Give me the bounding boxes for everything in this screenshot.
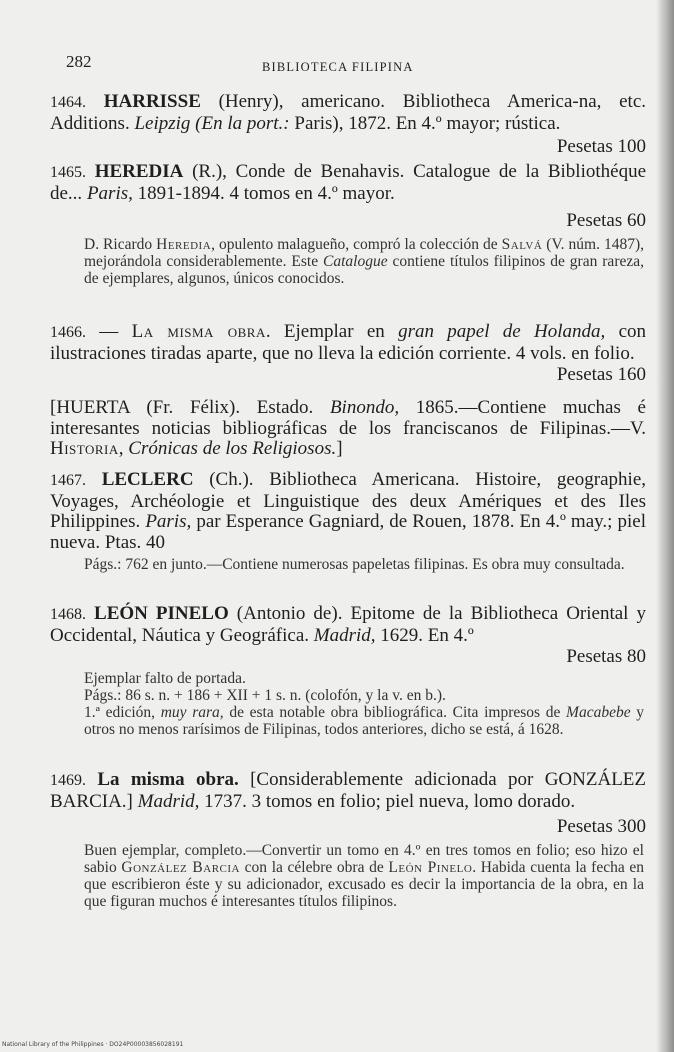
entry-price: Pesetas 60	[566, 210, 646, 231]
entry-note: Ejemplar falto de portada. Págs.: 86 s. n. + 186 + XII + 1 s. n. (colofón, y la v. en b.). 1.ª edición, muy rara, de esta notable obra bibliográfica. Cita impresos de Macabebe y otros no menos rarísimos de Filipinas, todos anteriores, dicho se está, á 1628.	[84, 670, 645, 738]
entry-text: HEREDIA (R.), Conde de Benahavis. Catalogue de la Bibliothéque de... Paris, 1891-1894. 4 tomos en 4.º mayor.	[50, 161, 647, 204]
entry-number: 1465.	[50, 164, 86, 181]
entry-number: 1464.	[50, 94, 86, 111]
entry-text: La misma obra. [Considerablemente adicionada por GONZÁLEZ BARCIA.] Madrid, 1737. 3 tomos en folio; piel nueva, lomo dorado.	[50, 769, 647, 812]
entry-price: Pesetas 160	[556, 364, 646, 385]
entry-text: — La misma obra. Ejemplar en gran papel de Holanda, con ilustraciones tiradas aparte, que no lleva la edición corriente. 4 vols. en folio.	[50, 321, 647, 364]
scan-credit: National Library of the Philippines · DO24P00003856028191	[2, 1041, 184, 1048]
page-number: 282	[66, 52, 92, 71]
entry-note: D. Ricardo Heredia, opulento malagueño, compró la colección de Salvá (V. núm. 1487), mejorándola considerablemente. Este Catalogue contiene títulos filipinos de gran rareza, de ejemplares, algunos, únicos conocidos.	[84, 236, 644, 287]
entry-note: Buen ejemplar, completo.—Convertir un tomo en 4.º en tres tomos en folio; eso hizo el sabio González Barcia con la célebre obra de León Pinelo. Habida cuenta la fecha en que escribieron éste y su adicionador, excusado es decir la importancia de la obra, en la que figuran muchos é interesantes títulos filipinos.	[84, 842, 644, 910]
page-edge-shadow	[656, 0, 674, 1052]
entry-price: Pesetas 100	[556, 136, 646, 157]
entry-text: HARRISSE (Henry), americano. Bibliotheca America-na, etc. Additions. Leipzig (En la port.: Paris), 1872. En 4.º mayor; rústica.	[50, 91, 647, 134]
entry-number: 1467.	[50, 472, 86, 489]
entry-price: Pesetas 80	[566, 646, 646, 667]
running-title: BIBLIOTECA FILIPINA	[262, 60, 414, 74]
entry-price: Pesetas 300	[556, 816, 646, 837]
entry-number: 1469.	[50, 772, 86, 789]
entry-text: LECLERC (Ch.). Bibliotheca Americana. Histoire, geographie, Voyages, Archéologie et Linguistique des deux Amériques et des Iles Philippines. Paris, par Esperance Gagniard, de Rouen, 1878. En 4.º may.; piel nueva. Ptas. 40	[50, 469, 647, 553]
entry-note: Págs.: 762 en junto.—Contiene numerosas papeletas filipinas. Es obra muy consultada.	[84, 556, 625, 573]
entry-number: 1466.	[50, 324, 86, 341]
entry-number: 1468.	[50, 606, 86, 623]
entry-text: LEÓN PINELO (Antonio de). Epitome de la Bibliotheca Oriental y Occidental, Náutica y Geográfica. Madrid, 1629. En 4.º	[50, 603, 646, 646]
entry-text: [HUERTA (Fr. Félix). Estado. Binondo, 1865.—Contiene muchas é interesantes noticias bibliográficas de los franciscanos de Filipinas.—V. Historia, Crónicas de los Religiosos.]	[50, 397, 646, 459]
